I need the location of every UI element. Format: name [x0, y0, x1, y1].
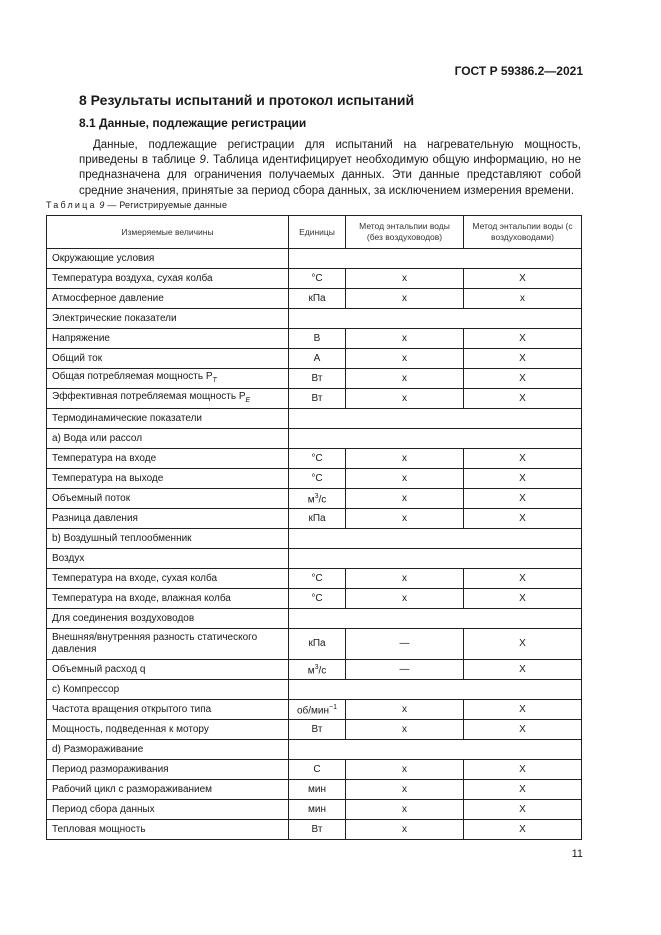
header-units: Единицы [289, 216, 346, 249]
quantity-text: Для соединения воздуховодов [52, 612, 195, 624]
method-ducts-cell: х [464, 289, 582, 309]
paragraph-text-1: Данные, подлежащие регистрации для испытаний на нагревательную мощность, приведены в таблице [79, 139, 581, 167]
unit-cell [289, 569, 346, 589]
quantity-text: Тепловая мощность [52, 823, 146, 835]
table-body [47, 249, 582, 840]
quantity-text: Температура на входе [52, 452, 157, 464]
table-row [47, 529, 582, 549]
unit-cell [289, 700, 346, 720]
unit-text: м [307, 494, 315, 506]
quantity-text: Воздух [52, 552, 85, 564]
unit-cell [289, 269, 346, 289]
subsection-title: 8.1 Данные, подлежащие регистрации [79, 116, 307, 130]
group-label [47, 680, 289, 700]
unit-cell [289, 820, 346, 840]
method-ducts-cell: X [464, 329, 582, 349]
method-no-ducts-cell: х [346, 820, 464, 840]
quantity-text: Объемный поток [52, 492, 131, 504]
unit-cell [289, 349, 346, 369]
unit-text: м [307, 665, 315, 677]
method-no-ducts-cell: х [346, 389, 464, 409]
section-title: 8 Результаты испытаний и протокол испытаний [79, 92, 415, 108]
group-label [47, 609, 289, 629]
table-row [47, 389, 582, 409]
table-row [47, 429, 582, 449]
table-row [47, 469, 582, 489]
method-ducts-cell: X [464, 489, 582, 509]
group-label [47, 529, 289, 549]
quantity-text: Напряжение [52, 332, 110, 344]
method-ducts-cell: X [464, 720, 582, 740]
unit-suffix: /с [318, 665, 327, 677]
quantity-text: Температура на входе, влажная колба [52, 592, 231, 604]
header-method-ducts: Метод энтальпии воды (с воздуховодами) [464, 216, 582, 249]
method-no-ducts-cell: х [346, 780, 464, 800]
group-span-cell [289, 609, 582, 629]
table-row [47, 349, 582, 369]
quantity-label [47, 449, 289, 469]
method-ducts-cell: X [464, 469, 582, 489]
method-ducts-cell: X [464, 780, 582, 800]
quantity-text: Общая потребляемая мощность P [52, 370, 213, 382]
table-row [47, 309, 582, 329]
quantity-text: Температура на входе, сухая колба [52, 572, 218, 584]
method-no-ducts-cell: х [346, 469, 464, 489]
quantity-subscript: E [245, 396, 251, 404]
group-label [47, 409, 289, 429]
group-span-cell [289, 529, 582, 549]
unit-text: кПа [308, 512, 326, 524]
table-row [47, 609, 582, 629]
group-span-cell [289, 680, 582, 700]
quantity-label [47, 569, 289, 589]
unit-text: Вт [311, 392, 323, 404]
method-ducts-cell: X [464, 800, 582, 820]
page-number: 11 [571, 848, 583, 860]
table-row [47, 369, 582, 389]
table-row [47, 800, 582, 820]
method-ducts-cell: X [464, 700, 582, 720]
table-row [47, 269, 582, 289]
table-row [47, 249, 582, 269]
unit-superscript: −1 [329, 703, 338, 711]
quantity-text: Температура воздуха, сухая колба [52, 272, 213, 284]
quantity-label [47, 329, 289, 349]
body-paragraph [79, 138, 581, 199]
unit-cell [289, 469, 346, 489]
group-label [47, 249, 289, 269]
table-row [47, 740, 582, 760]
quantity-label [47, 469, 289, 489]
unit-text: Вт [311, 372, 323, 384]
quantity-text: Частота вращения открытого типа [52, 703, 212, 715]
table-row [47, 820, 582, 840]
quantity-label [47, 369, 289, 389]
quantity-text: Общий ток [52, 352, 103, 364]
quantity-label [47, 820, 289, 840]
quantity-text: Температура на выходе [52, 472, 164, 484]
unit-cell [289, 369, 346, 389]
quantity-text: а) Вода или рассол [52, 432, 143, 444]
quantity-text: Рабочий цикл с размораживанием [52, 783, 213, 795]
unit-cell [289, 660, 346, 680]
group-span-cell [289, 429, 582, 449]
quantity-label [47, 509, 289, 529]
unit-text: °С [311, 272, 323, 284]
quantity-label [47, 389, 289, 409]
method-no-ducts-cell: х [346, 569, 464, 589]
quantity-text: d) Размораживание [52, 743, 144, 755]
table-row [47, 449, 582, 469]
unit-text: °С [311, 572, 323, 584]
group-label [47, 429, 289, 449]
method-no-ducts-cell: х [346, 289, 464, 309]
method-ducts-cell: X [464, 389, 582, 409]
group-span-cell [289, 249, 582, 269]
table-row [47, 629, 582, 660]
method-no-ducts-cell: — [346, 629, 464, 660]
table-row [47, 720, 582, 740]
quantity-label [47, 489, 289, 509]
quantity-text: Период сбора данных [52, 803, 155, 815]
table-row [47, 489, 582, 509]
table-caption [46, 200, 227, 210]
method-ducts-cell: X [464, 820, 582, 840]
header-quantity: Измеряемые величины [47, 216, 289, 249]
quantity-text: Эффективная потребляемая мощность P [52, 390, 246, 402]
unit-text: А [313, 352, 321, 364]
quantity-label [47, 269, 289, 289]
unit-text: об/мин [296, 705, 330, 717]
quantity-text: Окружающие условия [52, 252, 155, 264]
method-ducts-cell: X [464, 509, 582, 529]
quantity-text: Объемный расход q [52, 663, 146, 675]
quantity-text: b) Воздушный теплообменник [52, 532, 192, 544]
method-no-ducts-cell: х [346, 349, 464, 369]
method-ducts-cell: X [464, 569, 582, 589]
standard-header: ГОСТ Р 59386.2—2021 [454, 64, 583, 78]
unit-superscript: 3 [314, 492, 319, 500]
group-label [47, 740, 289, 760]
caption-text: — Регистрируемые данные [104, 200, 228, 210]
unit-cell [289, 489, 346, 509]
table-row [47, 760, 582, 780]
quantity-text: с) Компрессор [52, 683, 120, 695]
table-header-row [47, 216, 582, 249]
quantity-text: Разница давления [52, 512, 138, 524]
unit-cell [289, 449, 346, 469]
group-label [47, 309, 289, 329]
unit-text: мин [308, 783, 326, 795]
table-reference: 9 [199, 154, 206, 167]
table-row [47, 549, 582, 569]
method-no-ducts-cell: х [346, 720, 464, 740]
unit-cell [289, 389, 346, 409]
unit-text: Вт [311, 823, 323, 835]
table-row [47, 680, 582, 700]
unit-text: °С [311, 472, 323, 484]
group-span-cell [289, 549, 582, 569]
quantity-subscript: T [212, 376, 217, 384]
method-no-ducts-cell: х [346, 700, 464, 720]
paragraph-text-2: . Таблица идентифицирует необходимую общую информацию, но не предназначена для ограничения получаемых данных. Эти данные представляют собой средние значения, принятые за период сбора данных, за исключением измерения времени. [79, 154, 581, 197]
method-no-ducts-cell: х [346, 369, 464, 389]
unit-cell [289, 780, 346, 800]
quantity-label [47, 800, 289, 820]
method-ducts-cell: X [464, 589, 582, 609]
unit-cell [289, 800, 346, 820]
caption-label: Таблица [46, 200, 97, 210]
quantity-label [47, 720, 289, 740]
quantity-text: Атмосферное давление [52, 292, 164, 304]
method-ducts-cell: X [464, 760, 582, 780]
quantity-label [47, 629, 289, 660]
method-no-ducts-cell: х [346, 449, 464, 469]
table-row [47, 329, 582, 349]
unit-text: мин [308, 803, 326, 815]
table-row [47, 780, 582, 800]
unit-text: кПа [308, 638, 326, 649]
unit-cell [289, 589, 346, 609]
group-span-cell [289, 740, 582, 760]
method-no-ducts-cell: х [346, 489, 464, 509]
unit-cell [289, 289, 346, 309]
table-row [47, 569, 582, 589]
table-row [47, 509, 582, 529]
quantity-label [47, 589, 289, 609]
table-row [47, 589, 582, 609]
unit-cell [289, 760, 346, 780]
unit-superscript: 3 [314, 663, 319, 671]
unit-cell [289, 329, 346, 349]
method-no-ducts-cell: х [346, 509, 464, 529]
method-ducts-cell: X [464, 629, 582, 660]
quantity-label [47, 660, 289, 680]
quantity-text: Термодинамические показатели [52, 412, 202, 424]
quantity-text: Электрические показатели [52, 312, 177, 324]
table-row [47, 409, 582, 429]
group-span-cell [289, 409, 582, 429]
unit-text: В [313, 332, 321, 344]
quantity-text: Мощность, подведенная к мотору [52, 723, 209, 735]
header-method-no-ducts: Метод энтальпии воды (без воздуховодов) [346, 216, 464, 249]
quantity-text: Период размораживания [52, 763, 169, 775]
quantity-label [47, 349, 289, 369]
method-ducts-cell: X [464, 349, 582, 369]
method-no-ducts-cell: х [346, 760, 464, 780]
unit-text: С [313, 763, 321, 775]
unit-suffix: /с [318, 494, 327, 506]
method-ducts-cell: X [464, 660, 582, 680]
method-no-ducts-cell: х [346, 589, 464, 609]
quantity-label [47, 289, 289, 309]
method-no-ducts-cell: х [346, 329, 464, 349]
unit-text: кПа [308, 292, 326, 304]
table-row [47, 660, 582, 680]
table-row [47, 700, 582, 720]
method-ducts-cell: X [464, 449, 582, 469]
unit-cell [289, 629, 346, 660]
quantity-label [47, 780, 289, 800]
caption-number: 9 [99, 200, 105, 210]
method-no-ducts-cell: х [346, 269, 464, 289]
data-table [46, 215, 582, 840]
method-ducts-cell: X [464, 369, 582, 389]
group-span-cell [289, 309, 582, 329]
unit-text: °С [311, 452, 323, 464]
group-label [47, 549, 289, 569]
quantity-text: Внешняя/внутренняя разность статического давления [52, 632, 258, 655]
method-no-ducts-cell: х [346, 800, 464, 820]
unit-cell [289, 720, 346, 740]
unit-cell [289, 509, 346, 529]
method-ducts-cell: X [464, 269, 582, 289]
method-no-ducts-cell: — [346, 660, 464, 680]
quantity-label [47, 700, 289, 720]
unit-text: Вт [311, 723, 323, 735]
quantity-label [47, 760, 289, 780]
table-row [47, 289, 582, 309]
unit-text: °С [311, 592, 323, 604]
